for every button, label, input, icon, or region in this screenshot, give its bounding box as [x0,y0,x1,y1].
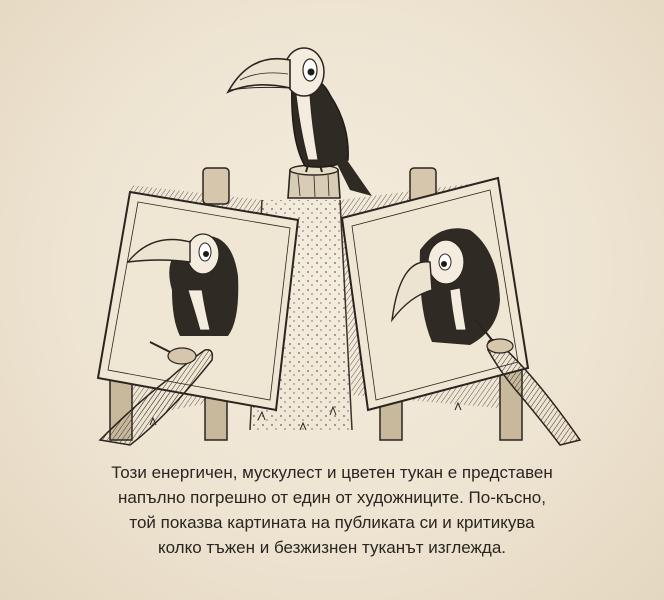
caption-line: той показва картината на публиката си и критикува [129,513,535,532]
toucan-on-stump [228,48,372,198]
caption-line: напълно погрешно от един от художниците. По-късно, [118,488,546,507]
caption-text [0,460,664,560]
caption-line: Този енергичен, мускулест и цветен тукан е представен [111,463,553,482]
caption-line: колко тъжен и безжизнен туканът изглежда. [157,538,507,557]
